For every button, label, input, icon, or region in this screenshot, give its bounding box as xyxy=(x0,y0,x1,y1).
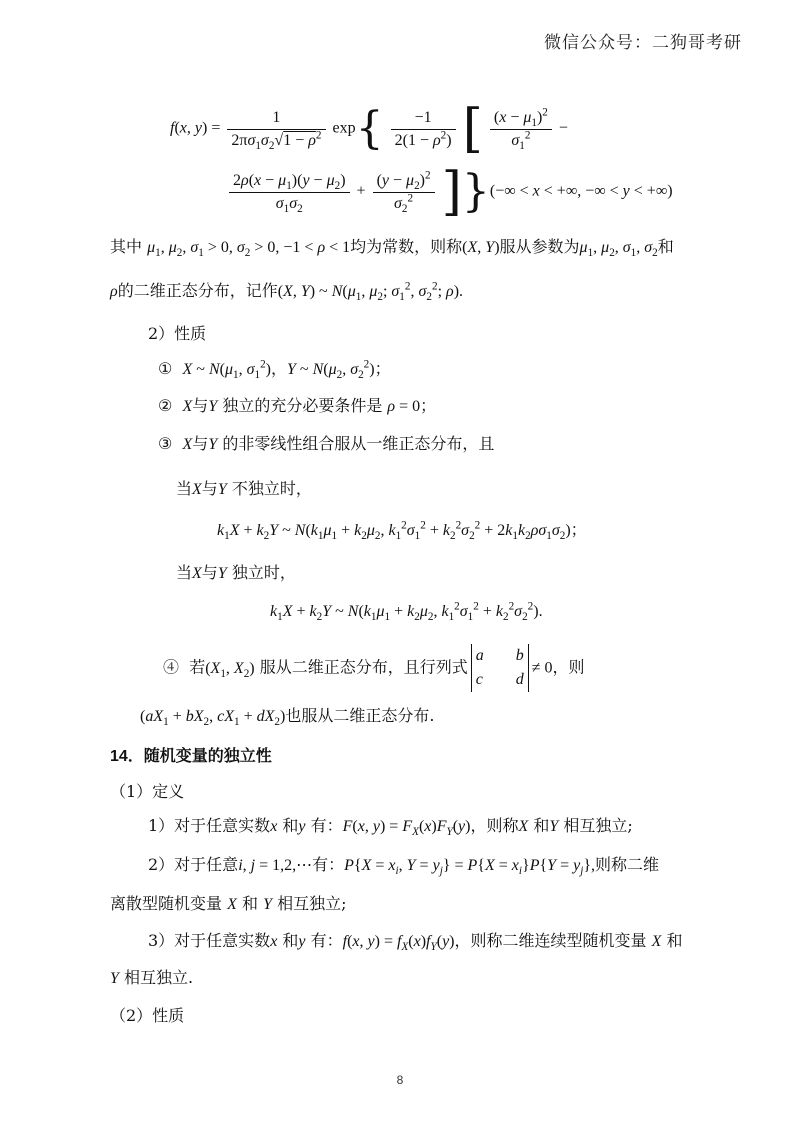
property-4-conclusion: ($aX_1 + bX_2$, $cX_1 + dX_2$)也服从二维正态分布. xyxy=(140,706,435,729)
properties-heading-2: （2）性质 xyxy=(110,1006,185,1025)
wechat-header: 微信公众号：二狗哥考研 xyxy=(544,33,742,53)
dependent-formula: $k_1X + k_2Y$ ~ $N(k_1\mu_1 + k_2\mu_2$, $k_1^2\sigma_1^2 + k_2^2\sigma_2^2 + 2k_1k_2\rho\sigma_1\sigma_2$)； xyxy=(217,519,587,543)
property-3: ③ X与Y 的非零线性组合服从一维正态分布，且 xyxy=(158,434,495,453)
page-number: 8 xyxy=(396,1073,404,1087)
property-4: ④ 若($X_1$, $X_2$) 服从二维正态分布，且行列式a b c d≠ 0，则 xyxy=(163,644,585,692)
when-dependent: 当X与Y 不独立时， xyxy=(176,479,312,498)
cross-term-fraction: $\frac{2\rho(x - \mu_1)(y - \mu_2)}{\sigma_1\sigma_2}$ xyxy=(229,170,350,214)
density-formula-line-2: $\frac{2\rho(x - \mu_1)(y - \mu_2)}{\sigma_1\sigma_2}$ + $\frac{(y - \mu_2)^2}{\sigma_2^2}$ ]}(−∞ < x < +∞, −∞ < y < +∞) xyxy=(226,166,673,218)
property-2: ② X与Y 独立的充分必要条件是 ρ = 0； xyxy=(158,396,437,415)
section-title: 14．随机变量的独立性 xyxy=(110,748,272,765)
definition-heading: （1）定义 xyxy=(110,782,185,801)
params-paragraph-line-2: ρ的二维正态分布，记作(X, Y) ~ $N(\mu_1$, $\mu_2$; $\sigma_1^2$, $\sigma_2^2$; ρ). xyxy=(110,280,464,304)
when-independent: 当X与Y 独立时， xyxy=(176,563,296,582)
definition-3-continued: Y 相互独立. xyxy=(110,968,194,987)
density-normalizer-fraction: $\frac{1}{2\pi\sigma_1\sigma_2√1 - \rho^2}$ xyxy=(227,107,325,151)
property-1: ① X ~ $N(\mu_1$, $\sigma_1^2$)，Y ~ $N(\mu_2$, $\sigma_2^2$)； xyxy=(158,358,391,382)
definition-2: 2）对于任意i, j = 1,2,⋯有：$P\{X = x_i$, $Y = y_j\} = P\{X = x_i\}P\{Y = y_j\}$,则称二维 xyxy=(148,855,660,878)
definition-3: 3）对于任意实数x 和y 有：f(x, $y) = f_X(x)f_Y(y)$，则称二维连续型随机变量 X 和 xyxy=(148,931,683,954)
independent-formula: $k_1X + k_2Y$ ~ $N(k_1\mu_1 + k_2\mu_2$, $k_1^2\sigma_1^2 + k_2^2\sigma_2^2$). xyxy=(270,600,543,624)
properties-heading: 2）性质 xyxy=(148,324,207,343)
definition-1: 1）对于任意实数x 和y 有：F(x, $y) = F_X(x)F_Y(y)$，则称X 和Y 相互独立; xyxy=(148,816,633,839)
definition-2-continued: 离散型随机变量 X 和 Y 相互独立; xyxy=(110,894,347,913)
y-term-fraction: $\frac{(y - \mu_2)^2}{\sigma_2^2}$ xyxy=(373,170,435,214)
params-paragraph-line-1: 其中 $\mu_1$, $\mu_2$, $\sigma_1 > 0$, $\sigma_2 > 0$, −1 < ρ < 1均为常数，则称(X, Y)服从参数为$\mu_1$, $\mu_2$, $\sigma_1$, $\sigma_2$和 xyxy=(110,237,674,260)
exponent-coefficient-fraction: $\frac{-1}{2(1 - \rho^2)}$ xyxy=(391,107,456,151)
determinant: a b c d xyxy=(471,644,529,692)
x-term-fraction: $\frac{(x - \mu_1)^2}{\sigma_1^2}$ xyxy=(490,107,552,151)
density-formula-line-1: f(x, y) = $\frac{1}{2\pi\sigma_1\sigma_2√1 - \rho^2}$ exp{ $\frac{-1}{2(1 - \rho^2)}$ [ $\frac{(x - \mu_1)^2}{\sigma_1^2}$ − xyxy=(170,99,568,159)
